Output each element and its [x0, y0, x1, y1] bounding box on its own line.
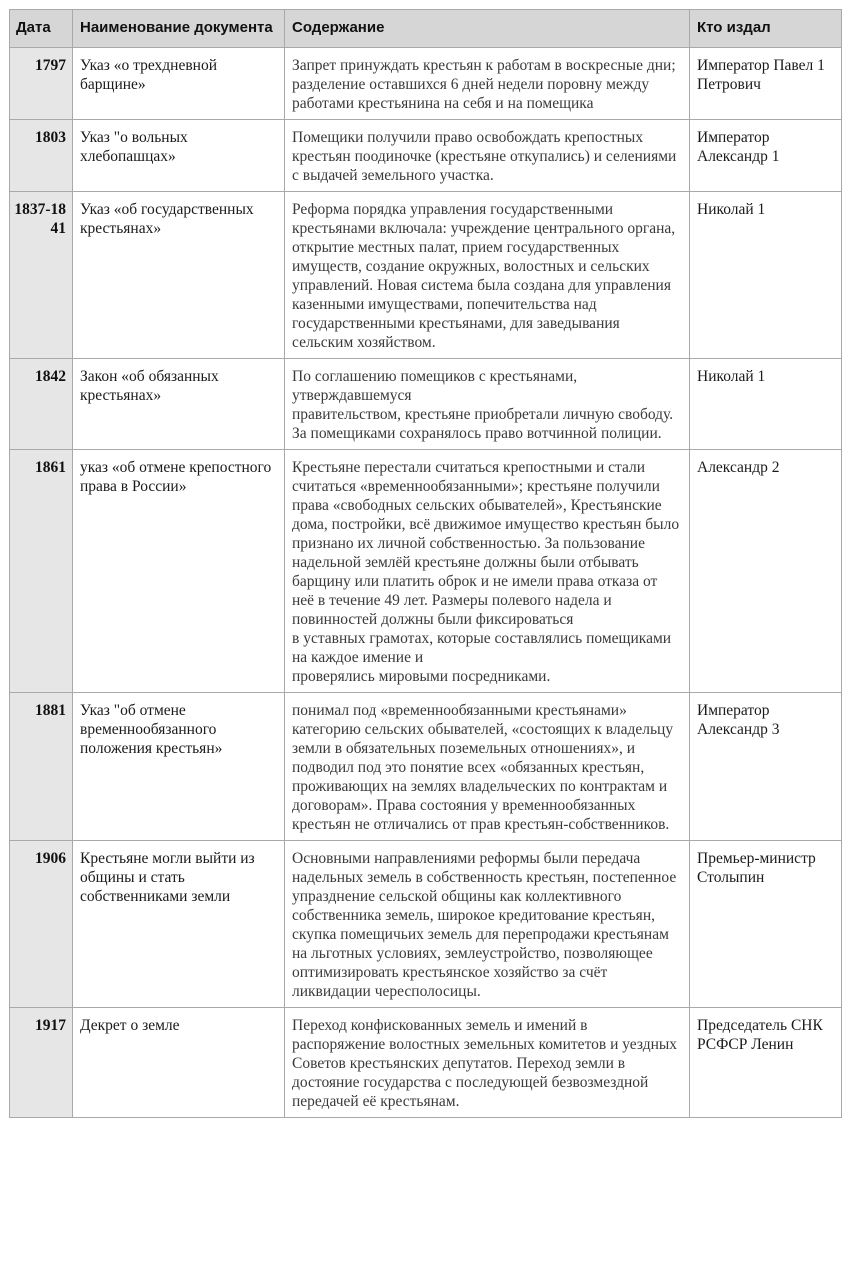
row-issuer: Николай 1	[690, 192, 842, 359]
table-row	[10, 1008, 842, 1118]
row-date: 1842	[10, 359, 73, 450]
row-content	[285, 120, 690, 192]
table-header	[10, 10, 842, 48]
row-content	[285, 359, 690, 450]
row-content-text: Запрет принуждать крестьян к работам в воскресные дни; разделение оставшихся 6 дней недели поровну между работами крестьянина на себя и на помещика	[292, 57, 676, 112]
row-issuer: Император Павел 1 Петрович	[690, 48, 842, 120]
table-body	[10, 48, 842, 1118]
header-document-name: Наименование документа	[73, 10, 285, 48]
header-content: Содержание	[285, 10, 690, 48]
row-issuer: Император Александр 1	[690, 120, 842, 192]
header-issuer: Кто издал	[690, 10, 842, 48]
row-document-name: Указ "о вольных хлебопашцах»	[73, 120, 285, 192]
table-row	[10, 48, 842, 120]
peasant-reforms-table	[9, 9, 842, 1118]
row-date: 1861	[10, 450, 73, 693]
row-content-text: Реформа порядка управления государственными крестьянами включала: учреждение центрального органа, открытие местных палат, прием государственных имуществ, создание окружных, волостных и сельских управлений. Новая система была создана для управления казенными имуществами, попечительства над государственными крестьянами, для заведывания сельским хозяйством.	[292, 201, 676, 351]
row-document-name: указ «об отмене крепостного права в России»	[73, 450, 285, 693]
row-issuer: Председатель СНК РСФСР Ленин	[690, 1008, 842, 1118]
row-document-name: Закон «об обязанных крестьянах»	[73, 359, 285, 450]
row-content	[285, 450, 690, 693]
row-content-text: По соглашению помещиков с крестьянами, утверждавшемуся правительством, крестьяне приобретали личную свободу. За помещиками сохранялось право вотчинной полиции.	[292, 368, 674, 442]
table-row	[10, 192, 842, 359]
row-issuer: Александр 2	[690, 450, 842, 693]
row-content	[285, 693, 690, 841]
row-date: 1797	[10, 48, 73, 120]
table-row	[10, 693, 842, 841]
row-date: 1881	[10, 693, 73, 841]
row-content-text: Переход конфискованных земель и имений в распоряжение волостных земельных комитетов и уездных Советов крестьянских депутатов. Переход земли в достояние государства с последующей безвозмездной передачей её крестьянам.	[292, 1017, 678, 1110]
row-date: 1837-1841	[10, 192, 73, 359]
row-document-name: Указ «об государственных крестьянах»	[73, 192, 285, 359]
row-document-name: Указ «о трехдневной барщине»	[73, 48, 285, 120]
row-content-text: Основными направлениями реформы были передача надельных земель в собственность крестьян, постепенное упразднение сельской общины как коллективного собственника земель, широкое кредитование крестьян, скупка помещичьих земель для перепродажи крестьянам на льготных условиях, землеустройство, позволяющее оптимизировать крестьянское хозяйство за счёт ликвидации чересполосицы.	[292, 850, 677, 1000]
row-date: 1803	[10, 120, 73, 192]
row-issuer: Николай 1	[690, 359, 842, 450]
row-content	[285, 48, 690, 120]
table-row	[10, 841, 842, 1008]
row-content-text: Крестьяне перестали считаться крепостными и стали считаться «временнообязанными»; крестьяне получили права «свободных сельских обывателей», Крестьянские дома, постройки, всё движимое имущество крестьян было признано их личной собственностью. За пользование надельной землёй крестьяне должны были отбывать барщину или платить оброк и не имели права отказа от неё в течение 49 лет. Размеры полевого надела и повинностей должны были фиксироваться в уставных грамотах, которые составлялись помещиками на каждое имение и проверялись мировыми посредниками.	[292, 459, 680, 685]
table-row	[10, 120, 842, 192]
decrees-table-container	[9, 9, 841, 1118]
header-row	[10, 10, 842, 48]
table-row	[10, 359, 842, 450]
row-document-name: Крестьяне могли выйти из общины и стать собственниками земли	[73, 841, 285, 1008]
header-date: Дата	[10, 10, 73, 48]
row-issuer: Император Александр 3	[690, 693, 842, 841]
row-content-text: понимал под «временнообязанными крестьянами» категорию сельских обывателей, «состоящих к владельцу земли в обязательных поземельных отношениях», и подводил под это понятие всех «обязанных крестьян, проживающих на землях владельческих по контрактам и договорам». Права состояния у временнообязанных крестьян не отличались от прав крестьян-собственников.	[292, 702, 674, 833]
row-date: 1917	[10, 1008, 73, 1118]
row-issuer: Премьер-министр Столыпин	[690, 841, 842, 1008]
row-date: 1906	[10, 841, 73, 1008]
row-content	[285, 1008, 690, 1118]
row-content	[285, 192, 690, 359]
table-row	[10, 450, 842, 693]
row-content-text: Помещики получили право освобождать крепостных крестьян поодиночке (крестьяне откупались) и селениями с выдачей земельного участка.	[292, 129, 677, 184]
row-content	[285, 841, 690, 1008]
row-document-name: Указ "об отмене временнообязанного положения крестьян»	[73, 693, 285, 841]
row-document-name: Декрет о земле	[73, 1008, 285, 1118]
